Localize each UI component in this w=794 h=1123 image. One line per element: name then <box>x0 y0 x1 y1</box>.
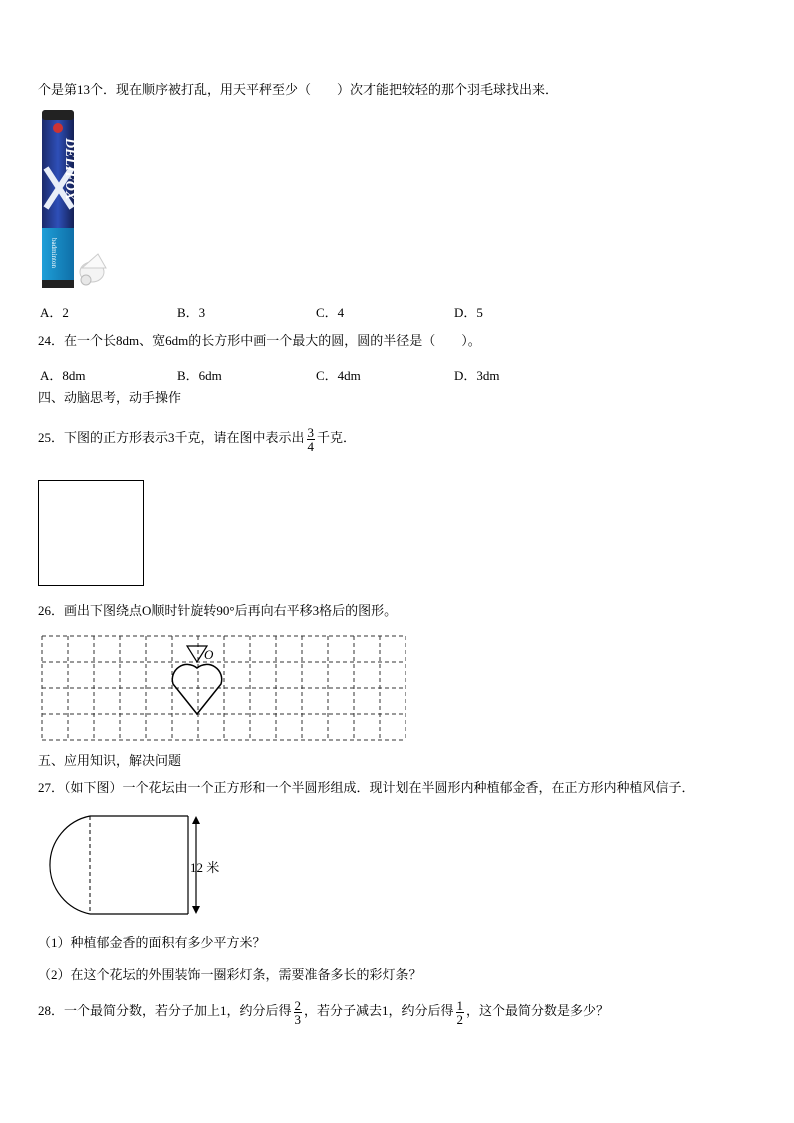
q24-option-c[interactable]: C．4dm <box>316 368 361 383</box>
q24-option-d[interactable]: D．3dm <box>454 368 500 383</box>
q27-semicircle <box>50 816 90 914</box>
q27-subquestion-1: （1）种植郁金香的面积有多少平方米？ <box>38 935 266 950</box>
q26-grid-figure[interactable] <box>40 632 406 746</box>
q25-text-after: 千克． <box>317 430 357 445</box>
q28-fraction-2-denominator: 2 <box>456 1011 464 1027</box>
q24-option-a[interactable]: A．8dm <box>40 368 86 383</box>
q28-text-3: ，这个最简分数是多少？ <box>466 1003 610 1018</box>
question-26-text: 26．画出下图绕点O顺时针旋转90°后再向右平移3格后的图形。 <box>38 603 398 618</box>
q28-text-1: 28．一个最简分数，若分子加上1，约分后得 <box>38 1003 292 1018</box>
question-27-text: 27．（如下图）一个花坛由一个正方形和一个半圆形组成．现计划在半圆形内种植郁金香，在正方形内种植风信子． <box>38 780 695 795</box>
q25-fraction <box>307 426 316 453</box>
q26-grid <box>42 636 406 740</box>
section-5-heading: 五、应用知识，解决问题 <box>38 753 182 768</box>
tube-brand-text: DELIFOX <box>62 138 77 201</box>
question-24-text: 24．在一个长8dm、宽6dm的长方形中画一个最大的圆，圆的半径是（ ）。 <box>38 333 481 348</box>
q27-subquestion-2: （2）在这个花坛的外围装饰一圈彩灯条，需要准备多长的彩灯条？ <box>38 967 422 982</box>
q27-flowerbed-figure <box>38 814 238 918</box>
q28-fraction-2 <box>456 999 465 1026</box>
q27-dimension-label: 12 米 <box>190 860 220 875</box>
question-23-text: 个是第13个．现在顺序被打乱，用天平秤至少（ ）次才能把较轻的那个羽毛球找出来． <box>38 82 559 97</box>
section-4-heading: 四、动脑思考，动手操作 <box>38 390 182 405</box>
q24-option-b[interactable]: B．6dm <box>177 368 222 383</box>
q23-option-c[interactable]: C．4 <box>316 305 345 320</box>
q23-option-a[interactable]: A．2 <box>40 305 69 320</box>
q26-heart-shape <box>172 664 221 714</box>
q28-fraction-2-numerator: 1 <box>456 997 464 1013</box>
q23-option-b[interactable]: B．3 <box>177 305 206 320</box>
q25-fraction-numerator: 3 <box>307 424 315 440</box>
q26-point-o-label: O <box>204 647 214 662</box>
q23-option-d[interactable]: D．5 <box>454 305 483 320</box>
q28-fraction-1-numerator: 2 <box>294 997 302 1013</box>
question-25-text <box>38 420 356 456</box>
question-28-text <box>38 993 609 1029</box>
q28-text-2: ，若分子减去1，约分后得 <box>304 1003 454 1018</box>
q25-square-figure[interactable] <box>38 480 144 586</box>
q28-fraction-1-denominator: 3 <box>294 1011 302 1027</box>
tube-sub-text: badminton <box>50 238 58 268</box>
shuttlecock-tube-image <box>38 108 114 292</box>
q28-fraction-1 <box>294 999 303 1026</box>
q25-fraction-denominator: 4 <box>307 438 315 454</box>
q25-text-before: 25．下图的正方形表示3千克，请在图中表示出 <box>38 430 305 445</box>
